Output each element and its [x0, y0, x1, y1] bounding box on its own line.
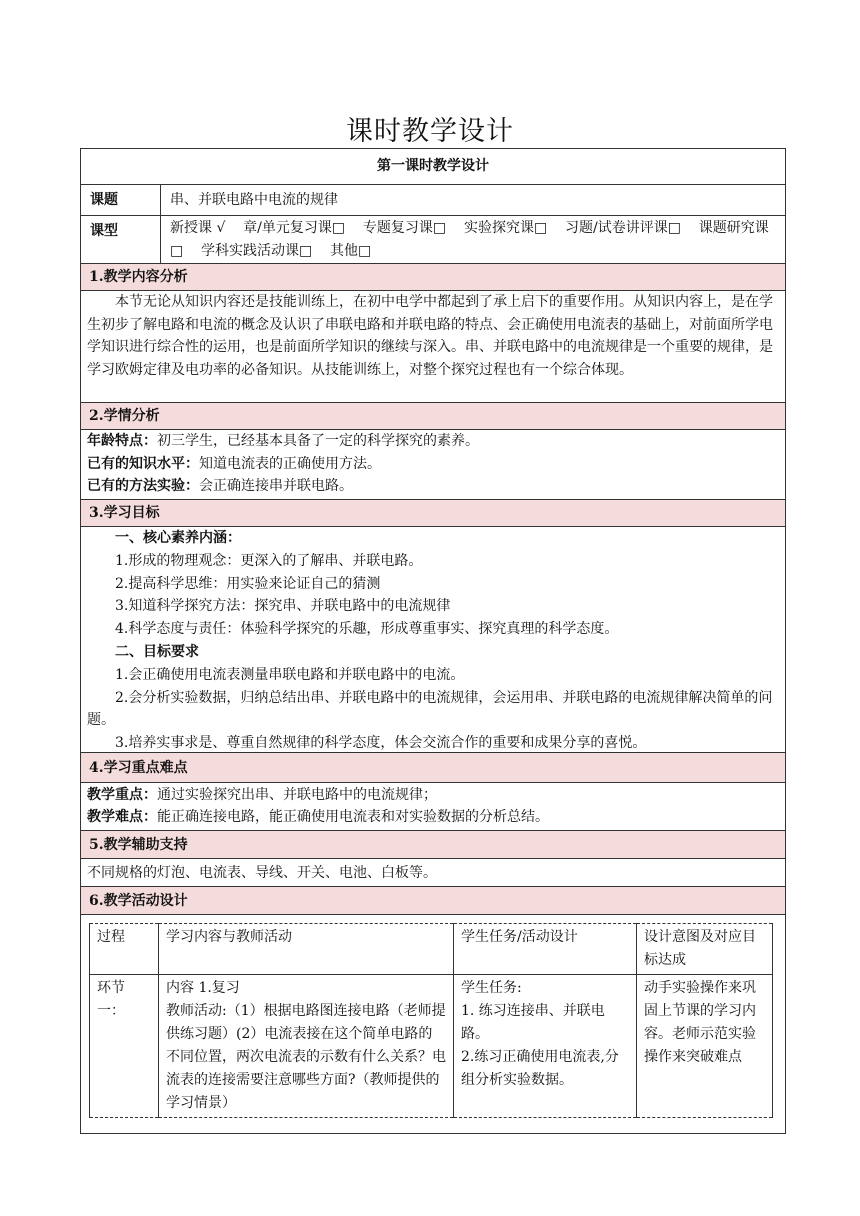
method-line — [87, 475, 779, 498]
topic-row — [81, 185, 785, 216]
difficulty-label: 教学难点： — [87, 809, 157, 825]
key-point-label: 教学重点： — [87, 787, 157, 803]
requirements-heading: 二、目标要求 — [115, 643, 199, 660]
section-5-title: 5.教学辅助支持 — [81, 831, 785, 859]
difficulty-line — [87, 806, 779, 828]
content-cell: 内容 1.复习 教师活动:（1）根据电路图连接电路（老师提供练习题）(2）电流表接在这个简单电路的不同位置，两次电流表的示数有什么关系？电流表的连接需要注意哪些方面?（教师提供的学习情景） — [159, 975, 454, 1118]
section-1-title: 1.教学内容分析 — [81, 264, 785, 291]
section-6-title: 6.教学活动设计 — [81, 887, 785, 915]
section-5-body — [81, 859, 785, 887]
section-2-body — [81, 430, 785, 500]
goal-item: 3.知道科学探究方法：探究串、并联电路中的电流规律 — [115, 598, 451, 615]
section-4-body — [81, 783, 785, 831]
content-analysis-text: 本节无论从知识内容还是技能训练上，在初中电学中都起到了承上启下的重要作用。从知识内容上，是在学生初步了解电路和电流的概念及认识了串联电路和并联电路的特点、会正确使用电流表的基础上，对前面所学电学知识进行综合性的运用，也是前面所学知识的继续与深入。串、并联电路中的电流规律是一个重要的规律，是学习欧姆定律及电功率的必备知识。从技能训练上，对整个探究过程也有一个综合体现。 — [87, 294, 773, 378]
knowledge-line — [87, 453, 779, 476]
activity-table — [89, 923, 773, 1118]
lesson-header: 第一课时教学设计 — [81, 149, 785, 185]
type-value: 新授课 √ 章/单元复习课□ 专题复习课□ 实验探究课□ 习题/试卷讲评课□ 课题研究课□ 学科实践活动课□ 其他□ — [170, 220, 769, 259]
activity-header-row — [90, 924, 773, 975]
materials-text: 不同规格的灯泡、电流表、导线、开关、电池、白板等。 — [87, 865, 437, 881]
header-process: 过程 — [90, 924, 159, 975]
key-point-text: 通过实验探究出串、并联电路中的电流规律； — [157, 787, 437, 803]
type-row — [81, 216, 785, 264]
age-text: 初三学生，已经基本具备了一定的科学探究的素养。 — [157, 433, 479, 449]
knowledge-label: 已有的知识水平： — [87, 455, 199, 472]
method-text: 会正确连接串并联电路。 — [199, 478, 353, 494]
requirement-item: 2.会分析实验数据，归纳总结出串、并联电路中的电流规律，会运用串、并联电路的电流规律解决简单的问题。 — [87, 689, 773, 729]
type-label: 课型 — [81, 216, 161, 263]
difficulty-text: 能正确连接电路，能正确使用电流表和对实验数据的分析总结。 — [157, 809, 549, 825]
student-cell: 学生任务: 1. 练习连接串、并联电路。 2.练习正确使用电流表,分组分析实验数据。 — [454, 975, 637, 1118]
header-intent: 设计意图及对应目标达成 — [637, 924, 773, 975]
knowledge-text: 知道电流表的正确使用方法。 — [199, 455, 381, 472]
lesson-plan-table — [80, 148, 786, 1134]
header-content: 学习内容与教师活动 — [159, 924, 454, 975]
method-label: 已有的方法实验： — [87, 478, 199, 494]
section-3-body — [81, 527, 785, 753]
section-2-title: 2.学情分析 — [81, 403, 785, 430]
goal-item: 4.科学态度与责任：体验科学探究的乐趣，形成尊重事实、探究真理的科学态度。 — [115, 621, 619, 638]
intent-cell: 动手实验操作来巩固上节课的学习内容。老师示范实验操作来突破难点 — [637, 975, 773, 1118]
age-line — [87, 430, 779, 453]
topic-value: 串、并联电路中电流的规律 — [170, 192, 338, 208]
core-literacy-heading: 一、核心素养内涵： — [115, 530, 241, 546]
topic-label: 课题 — [81, 185, 161, 215]
key-point-line — [87, 784, 779, 806]
section-4-title: 4.学习重点难点 — [81, 753, 785, 783]
goal-item: 1.形成的物理观念：更深入的了解串、并联电路。 — [115, 552, 423, 569]
requirement-item: 3.培养实事求是、尊重自然规律的科学态度，体会交流合作的重要和成果分享的喜悦。 — [115, 735, 647, 752]
requirement-item: 1.会正确使用电流表测量串联电路和并联电路中的电流。 — [115, 666, 465, 683]
age-label: 年龄特点： — [87, 433, 157, 449]
section-6-body — [81, 923, 785, 1133]
section-3-title: 3.学习目标 — [81, 500, 785, 527]
section-1-body — [81, 291, 785, 403]
header-student: 学生任务/活动设计 — [454, 924, 637, 975]
goal-item: 2.提高科学思维：用实验来论证自己的猜测 — [115, 575, 381, 592]
activity-row — [90, 975, 773, 1118]
document-title: 课时教学设计 — [346, 116, 514, 147]
process-cell: 环节一： — [90, 975, 159, 1118]
